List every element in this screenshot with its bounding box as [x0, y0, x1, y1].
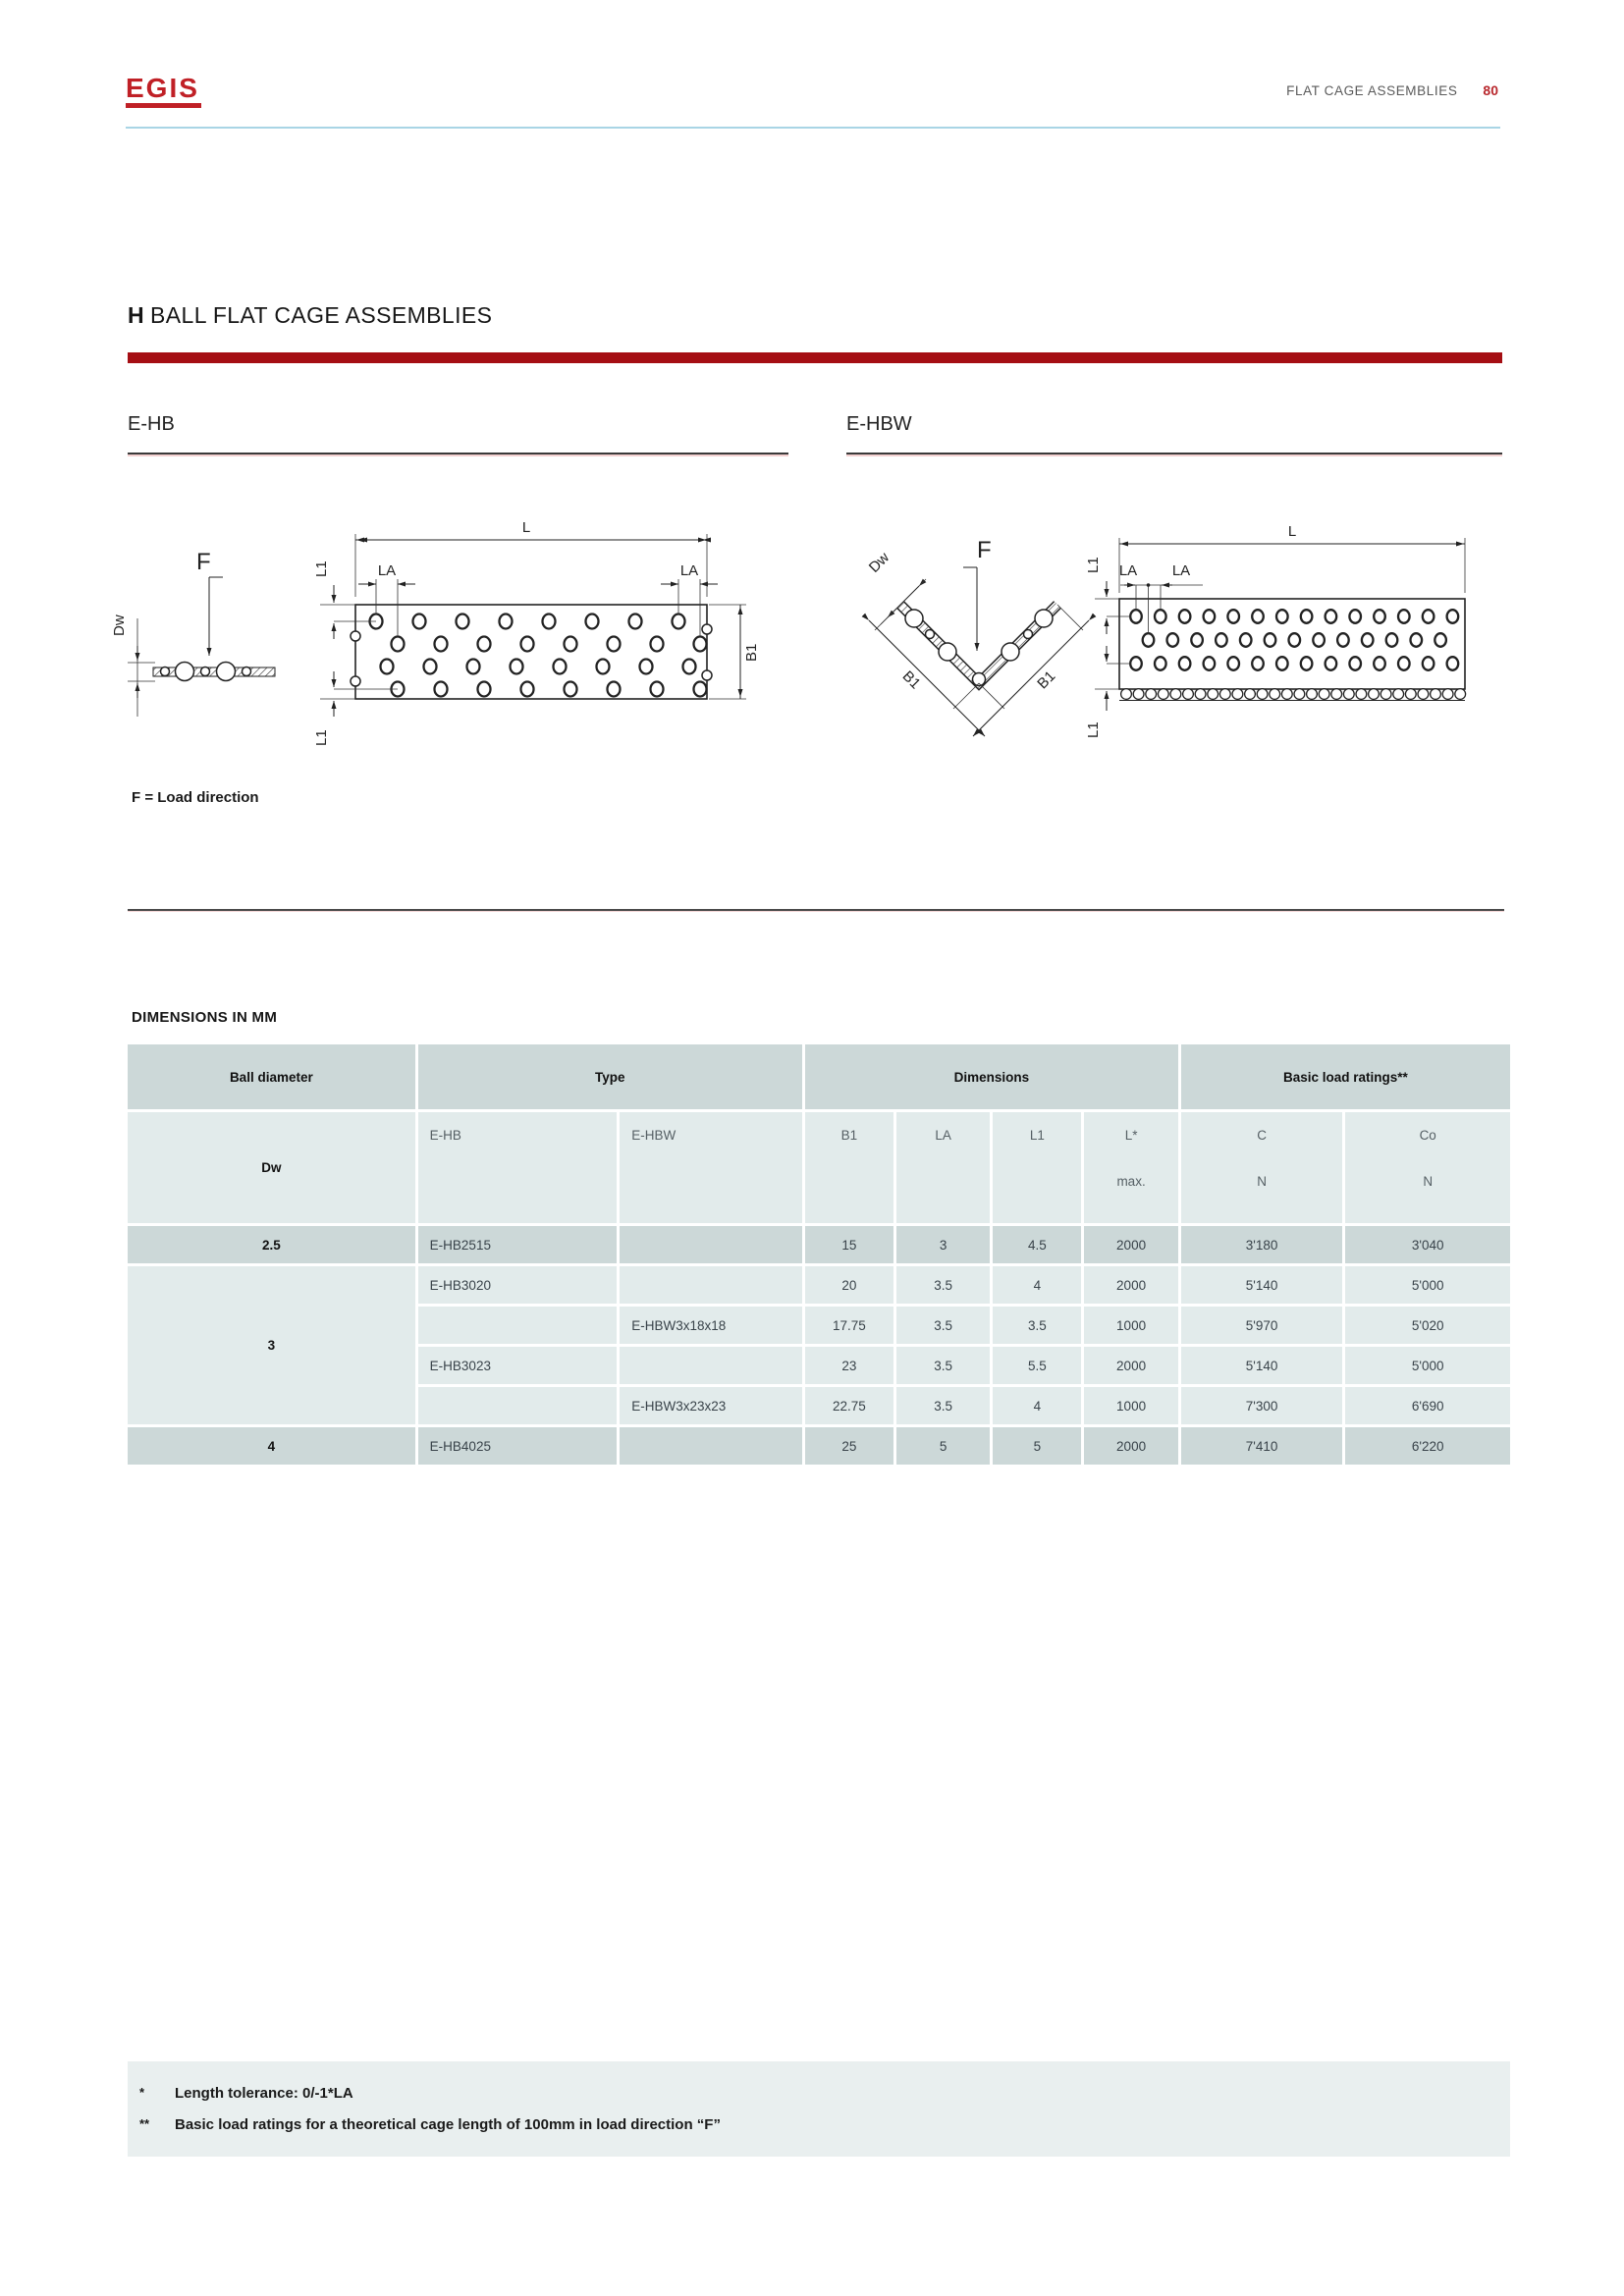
title-text: BALL FLAT CAGE ASSEMBLIES	[150, 302, 493, 328]
section-label-ehbw: E-HBW	[846, 413, 912, 435]
label-la-left: LA	[377, 562, 397, 579]
table-group-header-row	[128, 1044, 1510, 1112]
footnote-2-text: Basic load ratings for a theoretical cage length of 100mm in load direction “F”	[175, 2116, 721, 2133]
label-f: F	[196, 549, 211, 575]
ehb-side-view	[111, 549, 275, 717]
title-accent-bar	[128, 352, 1502, 363]
label-b1-right: B1	[1034, 667, 1059, 693]
group-header-dimensions: Dimensions	[805, 1044, 1181, 1112]
sub-header-b1: B1	[805, 1112, 896, 1226]
group-header-type: Type	[418, 1044, 805, 1112]
section-label-ehb: E-HB	[128, 413, 175, 435]
sub-header-c: C N	[1181, 1112, 1346, 1226]
sub-header-ehbw: E-HBW	[620, 1112, 805, 1226]
group-header-load-ratings: Basic load ratings**	[1181, 1044, 1510, 1112]
egis-logo: EGIS	[126, 75, 201, 108]
sub-header-l-max: L* max.	[1084, 1112, 1181, 1226]
section-rule-right	[846, 453, 1502, 454]
label-b1: B1	[743, 643, 760, 662]
label-l1-top: L1	[313, 561, 330, 577]
load-direction-note: F = Load direction	[132, 789, 259, 806]
table-row: E-HBW3x23x23 22.75 3.5 4 1000 7'300 6'690	[128, 1387, 1510, 1427]
ehbw-v-section	[866, 537, 1089, 736]
sub-header-l1: L1	[993, 1112, 1084, 1226]
footnote-1	[128, 2085, 353, 2102]
page-number: 80	[1483, 82, 1498, 98]
label-dw: Dw	[111, 614, 128, 636]
title-prefix: H	[128, 302, 145, 328]
table-caption: DIMENSIONS IN MM	[132, 1009, 278, 1026]
ehbw-top-view	[1085, 523, 1466, 738]
header-topic: FLAT CAGE ASSEMBLIES	[1286, 83, 1458, 98]
footnote-2	[128, 2116, 721, 2133]
label-la-right: LA	[679, 562, 699, 579]
table-sub-header-row	[128, 1112, 1510, 1226]
label-l: L	[1287, 523, 1297, 540]
sub-header-co: Co N	[1345, 1112, 1510, 1226]
footnote-1-text: Length tolerance: 0/-1*LA	[175, 2085, 353, 2102]
ehb-top-view	[313, 519, 760, 746]
header-rule	[126, 127, 1500, 129]
table-row: E-HBW3x18x18 17.75 3.5 3.5 1000 5'970 5'020	[128, 1307, 1510, 1347]
ehb-technical-drawing	[98, 489, 766, 774]
table-row: E-HB3023 23 3.5 5.5 2000 5'140 5'000	[128, 1347, 1510, 1387]
table-row: 2.5 E-HB2515 15 3 4.5 2000 3'180 3'040	[128, 1226, 1510, 1266]
header-right	[1286, 82, 1498, 98]
label-l1-bottom: L1	[1085, 721, 1102, 738]
label-l1-bottom: L1	[313, 729, 330, 746]
footnote-2-marker: **	[139, 2116, 150, 2131]
label-l: L	[521, 519, 531, 536]
label-la-left: LA	[1118, 562, 1138, 579]
section-divider	[128, 909, 1504, 911]
label-b1-left: B1	[898, 667, 924, 693]
ehbw-technical-drawing	[830, 489, 1517, 774]
table-row: 4 E-HB4025 25 5 5 2000 7'410 6'220	[128, 1427, 1510, 1468]
sub-header-ehb: E-HB	[418, 1112, 621, 1226]
section-rule-left	[128, 453, 788, 454]
sub-header-dw: Dw	[128, 1112, 418, 1226]
table-row: 3 E-HB3020 20 3.5 4 2000 5'140 5'000	[128, 1266, 1510, 1307]
group-header-ball-diameter: Ball diameter	[128, 1044, 418, 1112]
dimensions-table	[128, 1044, 1510, 1468]
label-la-right: LA	[1171, 562, 1191, 579]
label-l1-top: L1	[1085, 557, 1102, 573]
footnotes-box	[128, 2061, 1510, 2157]
footnote-1-marker: *	[139, 2085, 145, 2100]
label-f: F	[977, 537, 992, 563]
sub-header-la: LA	[896, 1112, 994, 1226]
page-title	[128, 302, 492, 329]
label-dw: Dw	[865, 549, 893, 576]
